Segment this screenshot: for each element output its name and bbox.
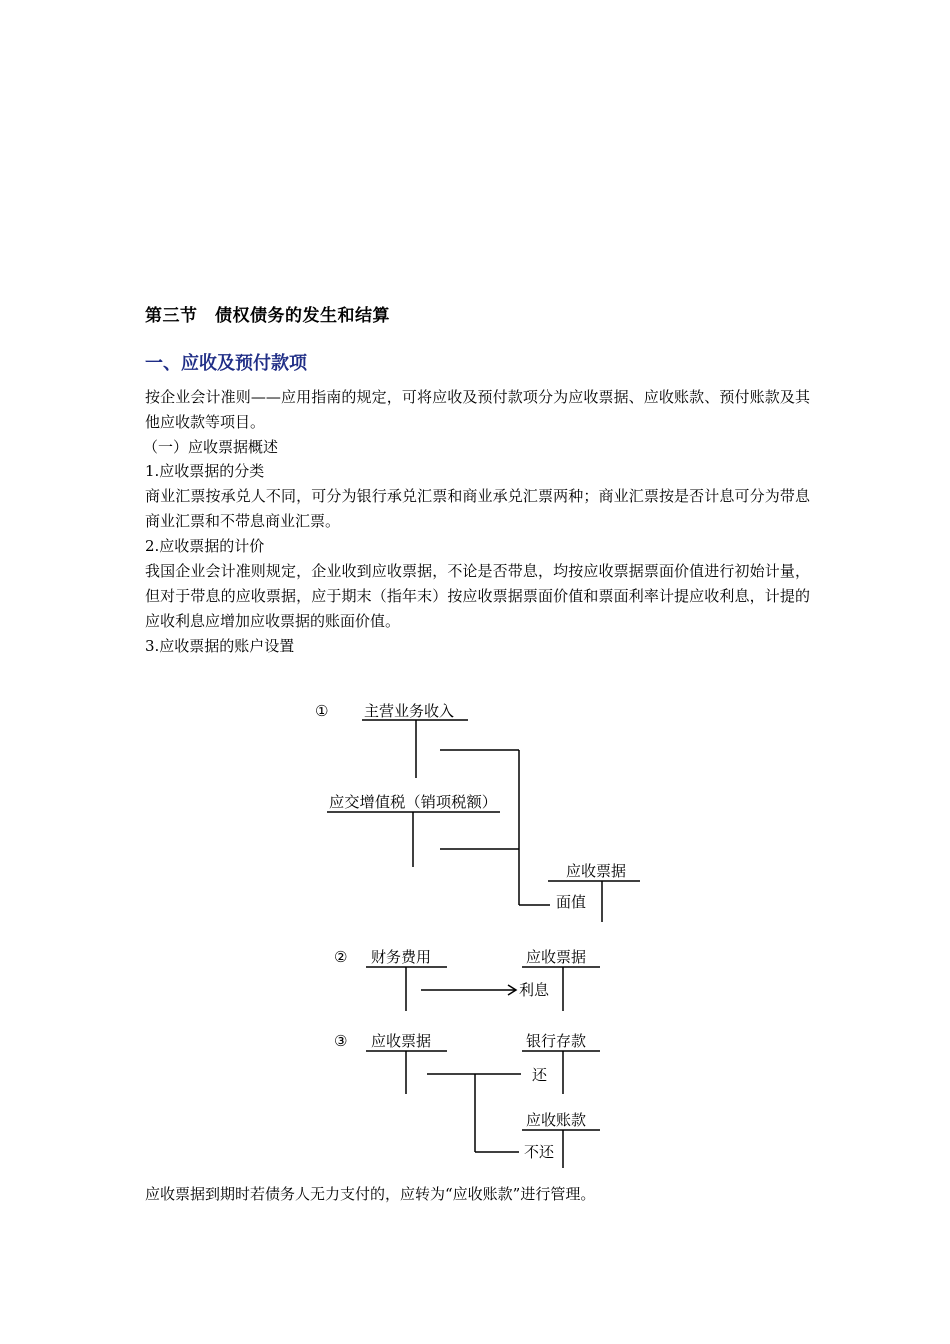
account-notes3-label: 应收票据: [371, 1032, 432, 1050]
account-receivable-label: 应收账款: [526, 1111, 587, 1129]
account-finance-label: 财务费用: [371, 948, 432, 966]
valuation-paragraph: 我国企业会计准则规定，企业收到应收票据，不论是否带息，均按应收票据票面价值进行初始计量，但对于带息的应收票据，应于期末（指年末）按应收票据票面价值和票面利率计提应收利息，计提的应收利息应增加应收票据的账面价值。: [145, 562, 810, 630]
classification-paragraph: 商业汇票按承兑人不同，可分为银行承兑汇票和商业承兑汇票两种；商业汇票按是否计息可分为带息商业汇票和不带息商业汇票。: [145, 487, 810, 530]
step1-marker: ①: [315, 702, 329, 720]
face-value-label: 面值: [556, 893, 587, 911]
item-heading-valuation: 2.应收票据的计价: [145, 537, 265, 555]
subsection-heading: （一）应收票据概述: [143, 438, 279, 456]
closing-paragraph: 应收票据到期时若债务人无力支付的，应转为“应收账款”进行管理。: [145, 1185, 596, 1203]
item-heading-accounts: 3.应收票据的账户设置: [145, 637, 295, 655]
heading-receivables: 一、应收及预付款项: [145, 353, 307, 374]
section-title: 第三节 债权债务的发生和结算: [145, 306, 390, 326]
step2-marker: ②: [334, 948, 348, 966]
repaid-label: 还: [532, 1066, 548, 1084]
account-notes2-label: 应收票据: [526, 948, 587, 966]
account-revenue-label: 主营业务收入: [364, 702, 455, 720]
account-bank-label: 银行存款: [526, 1032, 587, 1050]
not-repaid-label: 不还: [524, 1143, 555, 1161]
intro-paragraph: 按企业会计准则——应用指南的规定，可将应收及预付款项分为应收票据、应收账款、预付账款及其他应收款等项目。: [145, 388, 810, 431]
item-heading-classification: 1.应收票据的分类: [145, 462, 265, 480]
account-vat-label: 应交增值税（销项税额）: [329, 793, 497, 811]
interest-label: 利息: [519, 981, 550, 999]
account-notes1-label: 应收票据: [566, 862, 627, 880]
step3-marker: ③: [334, 1032, 348, 1050]
